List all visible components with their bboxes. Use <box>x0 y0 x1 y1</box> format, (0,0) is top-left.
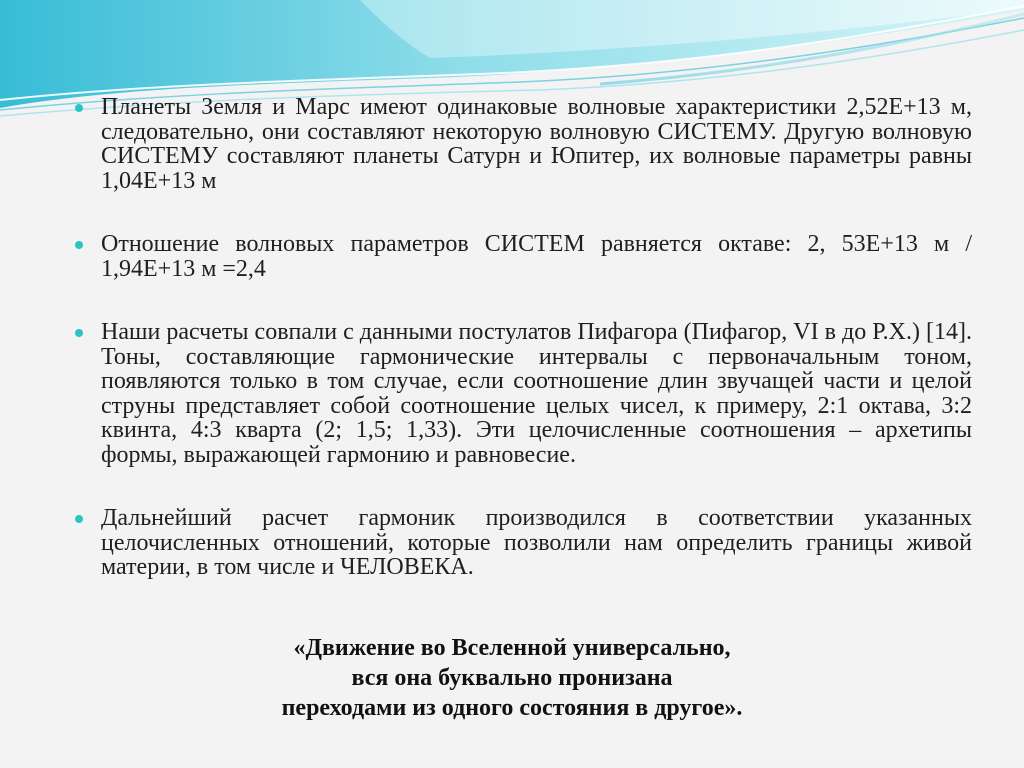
bullet-list <box>75 95 972 619</box>
bullet-item <box>75 506 972 580</box>
bullet-dot-icon <box>75 329 83 337</box>
bullet-text: Планеты Земля и Марс имеют одинаковые волновые характеристики 2,52Е+13 м, следовательно, они составляют некоторую волновую СИСТЕМУ. Другую волновую СИСТЕМУ составляют планеты Сатурн и Юпитер, их волновые параметры равны 1,04Е+13 м <box>101 94 972 194</box>
quote-line: переходами из одного состояния в другое». <box>281 695 743 721</box>
bullet-dot-icon <box>75 515 83 523</box>
quote-line: «Движение во Вселенной универсально, <box>293 635 731 661</box>
bullet-item <box>75 232 972 281</box>
bullet-text: Отношение волновых параметров СИСТЕМ равняется октаве: 2, 53Е+13 м / 1,94Е+13 м =2,4 <box>101 231 972 282</box>
bullet-item <box>75 320 972 467</box>
bullet-dot-icon <box>75 241 83 249</box>
quote-line: вся она буквально пронизана <box>351 665 673 691</box>
closing-quote <box>0 633 1024 723</box>
bullet-item <box>75 95 972 193</box>
bullet-text: Наши расчеты совпали с данными постулатов Пифагора (Пифагор, VI в до Р.Х.) [14]. Тоны, составляющие гармонические интервалы с первоначальным тоном, появляются только в том случае, если соотношение длин звучащей части и целой струны представляет собой соотношение целых чисел, к примеру, 2:1 октава, 3:2 квинта, 4:3 кварта (2; 1,5; 1,33). Эти целочисленные соотношения – архетипы формы, выражающей гармонию и равновесие. <box>101 319 972 468</box>
bullet-dot-icon <box>75 104 83 112</box>
bullet-text: Дальнейший расчет гармоник производился в соответствии указанных целочисленных отношений, которые позволили нам определить границы живой материи, в том числе и ЧЕЛОВЕКА. <box>101 505 972 580</box>
